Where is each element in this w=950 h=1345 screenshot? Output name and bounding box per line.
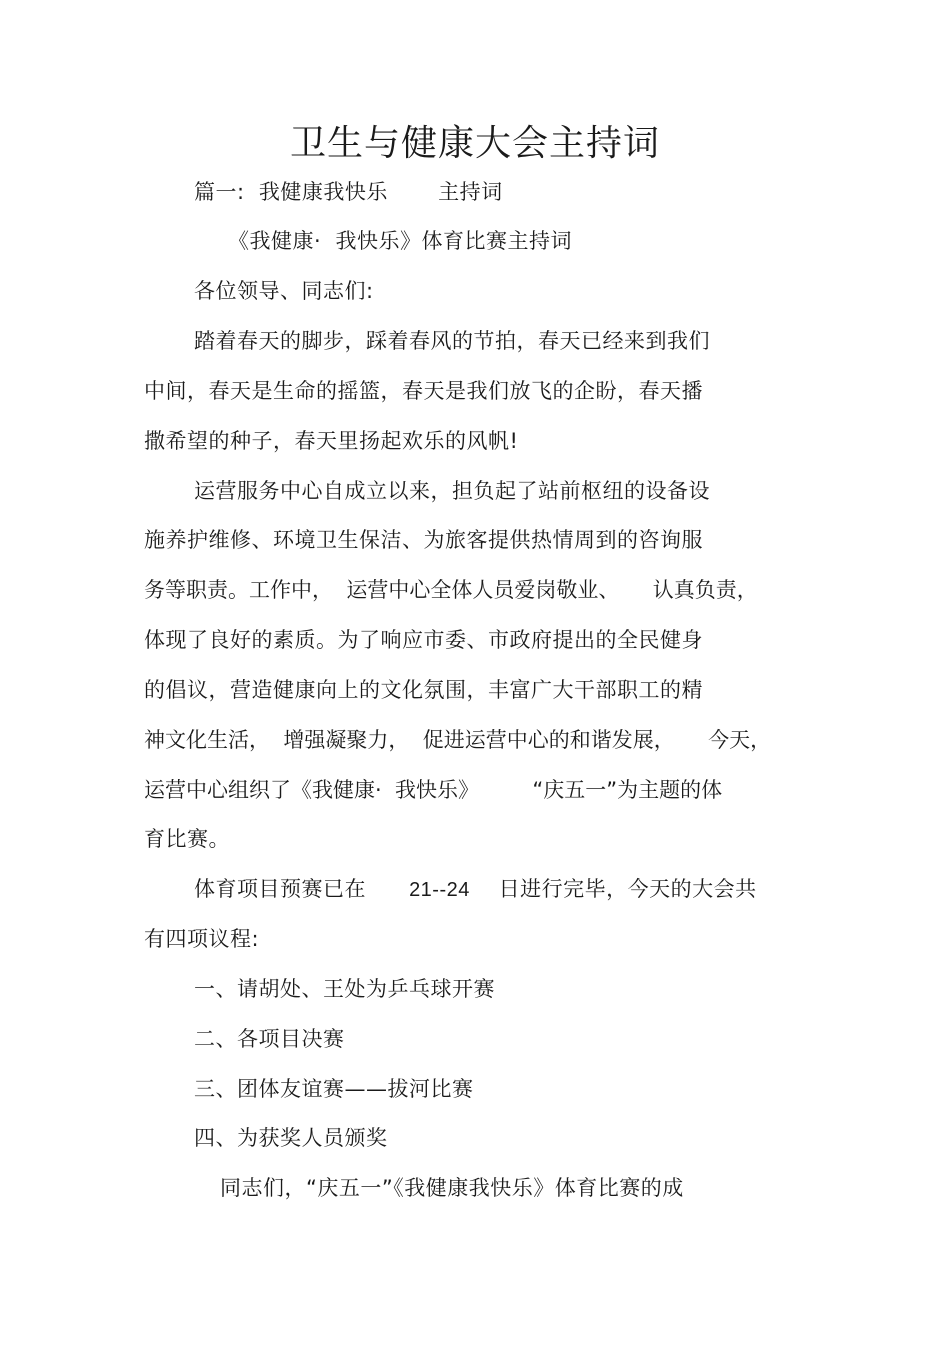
paragraph-line: 踏着春天的脚步，踩着春风的节拍，春天已经来到我们 [194, 329, 710, 353]
page-title: 卫生与健康大会主持词 [289, 123, 660, 164]
paragraph-line: 中间，春天是生命的摇篮，春天是我们放飞的企盼，春天播 [144, 379, 703, 403]
paragraph-line: 神文化生活， 增强凝聚力， 促进运营中心的和谐发展， 今天， [144, 728, 772, 752]
paragraph-line: 的倡议，营造健康向上的文化氛围，丰富广大干部职工的精 [144, 678, 703, 702]
section-heading: 篇一: 我健康我快乐 主持词 [194, 180, 503, 204]
agenda-item: 四、为获奖人员颁奖 [194, 1126, 388, 1150]
paragraph-line: 施养护维修、环境卫生保洁、为旅客提供热情周到的咨询服 [144, 528, 703, 552]
agenda-item: 一、请胡处、王处为乒乓球开赛 [194, 977, 495, 1001]
line-text: 日进行完毕，今天的大会共 [469, 877, 757, 901]
agenda-item: 二、各项目决赛 [194, 1027, 345, 1051]
paragraph-line: 务等职责。工作中， 运营中心全体人员爱岗敬业、 认真负责， [144, 578, 758, 602]
agenda-item: 三、团体友谊赛——拔河比赛 [194, 1077, 474, 1101]
subtitle: 《我健康· 我快乐》体育比赛主持词 [228, 229, 573, 253]
paragraph-line: 育比赛。 [144, 827, 230, 851]
paragraph-line: 运营服务中心自成立以来，担负起了站前枢纽的设备设 [194, 479, 710, 503]
paragraph-line [194, 874, 757, 905]
paragraph-line: 体现了良好的素质。为了响应市委、市政府提出的全民健身 [144, 628, 703, 652]
line-text: 体育项目预赛已在 [194, 877, 410, 901]
date-range: 21--24 [409, 879, 470, 901]
paragraph-line: 撒希望的种子，春天里扬起欢乐的风帆! [144, 429, 519, 453]
paragraph-line: 有四项议程: [144, 927, 260, 951]
paragraph-line: 同志们，“庆五一”《我健康我快乐》体育比赛的成 [220, 1176, 684, 1200]
salutation: 各位领导、同志们: [194, 279, 374, 303]
paragraph-line: 运营中心组织了《我健康· 我快乐》 “庆五一”为主题的体 [144, 778, 723, 802]
